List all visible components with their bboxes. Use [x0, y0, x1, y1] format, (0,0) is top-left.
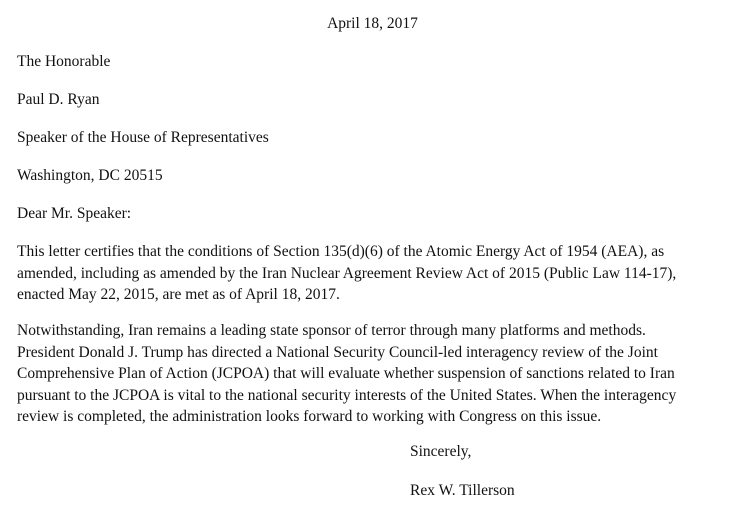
closing: Sincerely, — [410, 443, 472, 460]
paragraph-line: amended, including as amended by the Iran Nuclear Agreement Review Act of 2015 (Public Law 114-17), — [17, 264, 677, 282]
recipient-address: Washington, DC 20515 — [17, 167, 163, 184]
paragraph-line: Notwithstanding, Iran remains a leading state sponsor of terror through many platforms and methods. — [17, 322, 646, 339]
signer-name: Rex W. Tillerson — [410, 482, 515, 499]
body-paragraph-2 — [17, 320, 732, 428]
paragraph-line: Comprehensive Plan of Action (JCPOA) that will evaluate whether suspension of sanctions related to Iran — [17, 365, 675, 382]
paragraph-line: This letter certifies that the conditions of Section 135(d)(6) of the Atomic Energy Act of 1954 (AEA), as — [17, 243, 665, 260]
body-paragraph-1 — [17, 241, 732, 306]
paragraph-line: enacted May 22, 2015, are met as of April 18, 2017. — [17, 286, 340, 303]
paragraph-line: review is completed, the administration looks forward to working with Congress on this issue. — [17, 408, 602, 425]
salutation: Dear Mr. Speaker: — [17, 205, 132, 222]
paragraph-line: pursuant to the JCPOA is vital to the national security interests of the United States. When the interagency — [17, 386, 677, 404]
paragraph-line: President Donald J. Trump has directed a National Security Council-led interagency review of the Joint — [17, 343, 658, 361]
recipient-name: Paul D. Ryan — [17, 91, 100, 108]
recipient-title: Speaker of the House of Representatives — [17, 129, 269, 146]
recipient-honorific: The Honorable — [17, 53, 111, 70]
letter-date: April 18, 2017 — [327, 15, 418, 32]
